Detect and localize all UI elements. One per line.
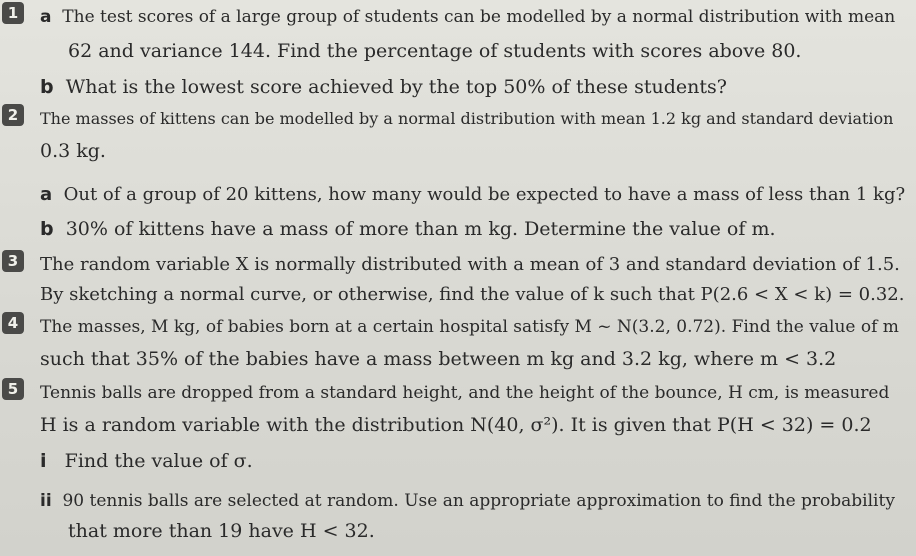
q1-part-a [40,6,895,28]
q3-line1: The random variable X is normally distributed with a mean of 3 and standard deviation of 1.5. [40,254,900,275]
q1-b-label: b [40,76,54,98]
q2-a-label: a [40,184,53,205]
q1-b-text: What is the lowest score achieved by the top 50% of these students? [65,76,727,98]
q2-b-text: 30% of kittens have a mass of more than m kg. Determine the value of m. [65,218,776,240]
q2-b-label: b [40,218,54,240]
q1-a-line2: 62 and variance 144. Find the percentage of students with scores above 80. [68,40,802,62]
q5-i-text: Find the value of σ. [64,450,253,472]
q1-a-label: a [40,7,52,27]
q1-part-b [40,76,727,98]
q2-part-b [40,218,776,240]
q4-line1: The masses, M kg, of babies born at a certain hospital satisfy M ~ N(3.2, 0.72). Find the value of m [40,317,899,337]
q5-i-label: i [40,450,47,472]
q5-ii-label: ii [40,491,52,511]
question-number-5: 5 [2,378,24,400]
q2-line1: The masses of kittens can be modelled by a normal distribution with mean 1.2 kg and standard deviation [40,109,894,128]
question-number-4: 4 [2,312,24,334]
question-number-2: 2 [2,104,24,126]
q2-a-text: Out of a group of 20 kittens, how many would be expected to have a mass of less than 1 kg? [63,184,906,205]
q5-part-ii [40,490,895,512]
q1-a-line1: The test scores of a large group of students can be modelled by a normal distribution with mean [62,7,896,27]
q5-line2: H is a random variable with the distribution N(40, σ²). It is given that P(H < 32) = 0.2 [40,414,872,436]
q5-ii-line1: 90 tennis balls are selected at random. Use an appropriate approximation to find the probability [62,491,895,511]
question-number-1: 1 [2,2,24,24]
q4-line2: such that 35% of the babies have a mass between m kg and 3.2 kg, where m < 3.2 [40,348,837,370]
q5-ii-line2: that more than 19 have H < 32. [68,520,375,542]
q3-line2: By sketching a normal curve, or otherwise, find the value of k such that P(2.6 < X < k) = 0.32. [40,284,905,305]
q2-part-a [40,184,905,206]
q2-line2: 0.3 kg. [40,140,106,162]
q5-line1: Tennis balls are dropped from a standard height, and the height of the bounce, H cm, is measured [40,383,890,403]
q5-part-i [40,450,253,472]
question-number-3: 3 [2,250,24,272]
